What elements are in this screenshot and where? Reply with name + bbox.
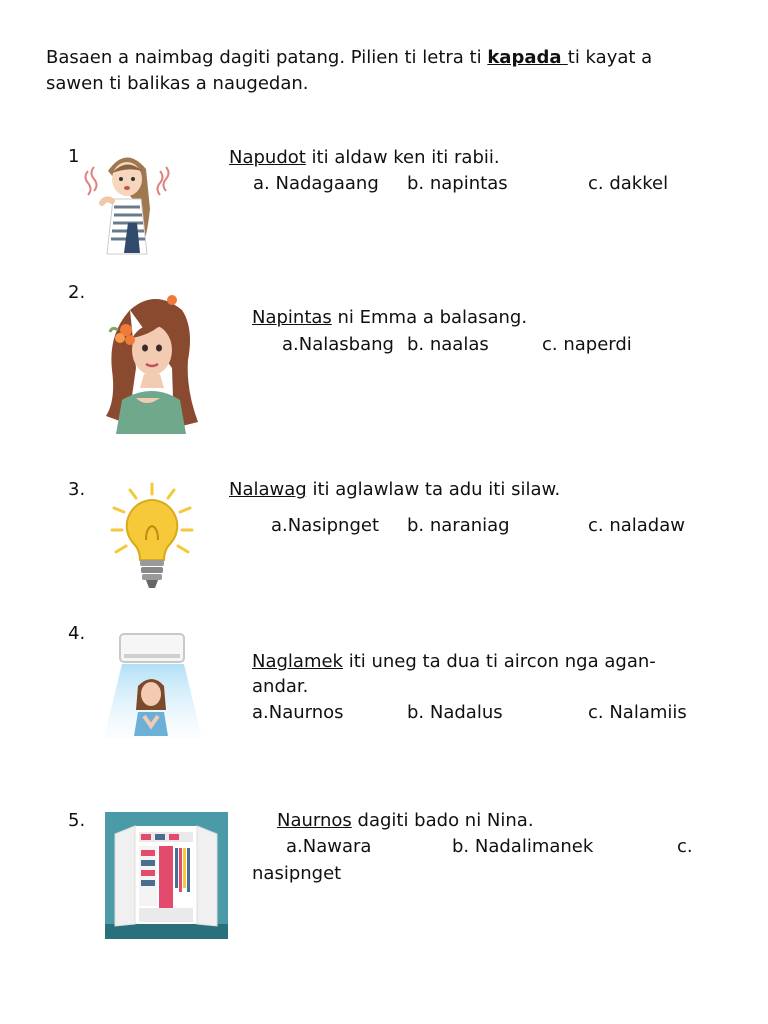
choice-c[interactable]: c. dakkel xyxy=(588,173,669,194)
wardrobe-icon xyxy=(105,812,228,939)
choice-a[interactable]: a.Nawara xyxy=(286,836,372,857)
target-word: Nalawag xyxy=(229,479,307,500)
target-word: Naurnos xyxy=(277,810,352,831)
aircon-icon xyxy=(100,630,205,740)
choice-c[interactable]: c. Nalamiis xyxy=(588,702,687,723)
item-number: 3. xyxy=(68,479,86,500)
hot-woman-icon xyxy=(80,143,175,255)
sentence: Naglamek iti uneg ta dua ti aircon nga agan- xyxy=(252,651,656,672)
target-word: Napudot xyxy=(229,147,306,168)
choice-b[interactable]: b. napintas xyxy=(407,173,508,194)
woman-flower-icon xyxy=(100,290,198,435)
sentence: Nalawag iti aglawlaw ta adu iti silaw. xyxy=(229,479,561,500)
target-word: Napintas xyxy=(252,307,332,328)
target-word: Naglamek xyxy=(252,651,343,672)
instructions-line-1: Basaen a naimbag dagiti patang. Pilien ti letra ti kapada ti kayat a xyxy=(46,47,653,68)
item-number: 5. xyxy=(68,810,86,831)
instructions-line-2: sawen ti balikas a naugedan. xyxy=(46,73,309,94)
choice-b[interactable]: b. naraniag xyxy=(407,515,510,536)
choice-c[interactable]: c. naladaw xyxy=(588,515,685,536)
item-number: 2. xyxy=(68,282,86,303)
sentence-continuation: andar. xyxy=(252,676,309,697)
sentence: Naurnos dagiti bado ni Nina. xyxy=(277,810,534,831)
choice-c[interactable]: c. naperdi xyxy=(542,334,632,355)
choice-c-text[interactable]: nasipnget xyxy=(252,863,342,884)
choice-a[interactable]: a.Nalasbang xyxy=(282,334,394,355)
choice-b[interactable]: b. Nadalus xyxy=(407,702,503,723)
choice-a[interactable]: a.Nasipnget xyxy=(271,515,380,536)
keyword-kapada: kapada xyxy=(487,47,568,68)
choice-a[interactable]: a.Naurnos xyxy=(252,702,344,723)
item-number: 4. xyxy=(68,623,86,644)
sentence: Napudot iti aldaw ken iti rabii. xyxy=(229,147,500,168)
sentence: Napintas ni Emma a balasang. xyxy=(252,307,528,328)
choice-b[interactable]: b. Nadalimanek xyxy=(452,836,594,857)
choice-a[interactable]: a. Nadagaang xyxy=(253,173,379,194)
choice-b[interactable]: b. naalas xyxy=(407,334,489,355)
item-number: 1 xyxy=(68,146,80,167)
light-bulb-icon xyxy=(108,480,196,595)
choice-c[interactable]: c. xyxy=(677,836,693,857)
